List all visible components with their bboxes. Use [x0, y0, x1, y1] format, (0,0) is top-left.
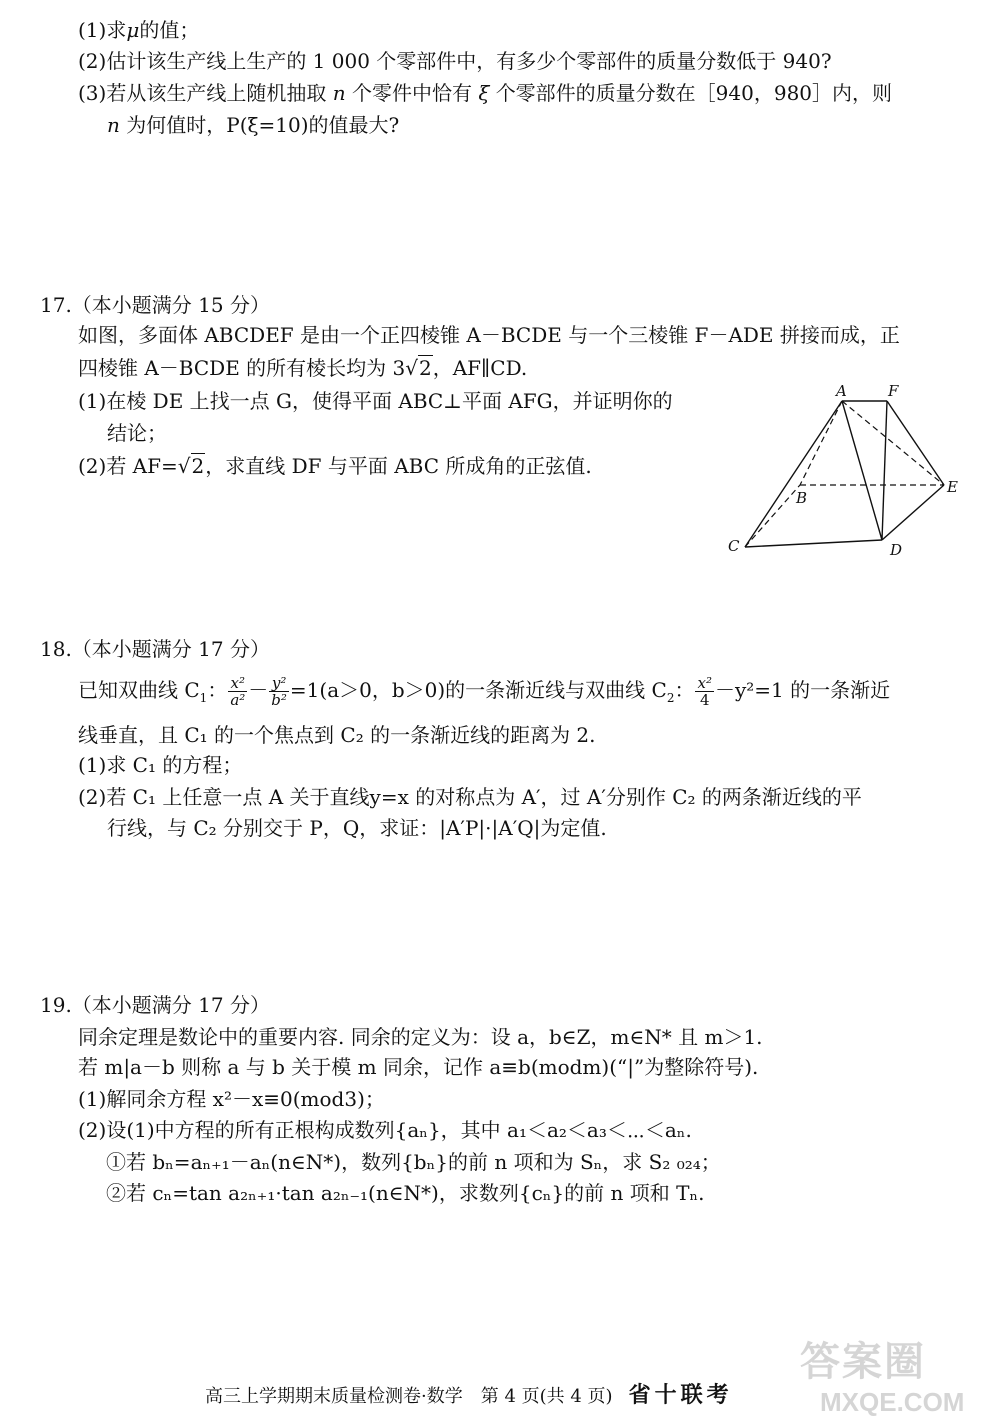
label-f: F: [888, 382, 899, 400]
edge-ac: [745, 401, 842, 547]
edge-de: [882, 485, 944, 540]
edge-fd: [882, 401, 887, 540]
q16-part2: (2)估计该生产线上生产的 1 000 个零部件中，有多少个零部件的质量分数低于 940?: [78, 49, 832, 73]
footer-brand: 省十联考: [628, 1382, 733, 1408]
edge-ad: [842, 401, 882, 540]
edge-ae: [842, 401, 944, 485]
q17-part1-cont: 结论；: [107, 421, 167, 445]
q18-header: 18.（本小题满分 17 分）: [40, 637, 270, 661]
edge-cb: [745, 485, 800, 547]
q17-intro-1: 如图，多面体 ABCDEF 是由一个正四棱锥 A－BCDE 与一个三棱锥 F－ADE 拼接而成，正: [78, 323, 900, 347]
label-b: B: [796, 489, 808, 507]
q19-header: 19.（本小题满分 17 分）: [40, 993, 270, 1017]
label-e: E: [947, 478, 958, 496]
page-footer: [205, 1382, 733, 1410]
q16-part1: (1)求μ的值；: [78, 18, 200, 42]
q19-line2: 若 m|a－b 则称 a 与 b 关于模 m 同余，记作 a≡b(modm)(“|”为整除符号).: [78, 1055, 759, 1079]
q17-part2: (2)若 AF=√2，求直线 DF 与平面 ABC 所成角的正弦值.: [78, 454, 592, 478]
q18-part2: (2)若 C₁ 上任意一点 A 关于直线y=x 的对称点为 A′，过 A′分别作 C₂ 的两条渐近线的平: [78, 785, 862, 809]
edge-fe: [887, 401, 944, 485]
q19-part2: (2)设(1)中方程的所有正根构成数列{aₙ}，其中 a₁＜a₂＜a₃＜⋯＜aₙ.: [78, 1118, 692, 1142]
q19-line1: 同余定理是数论中的重要内容. 同余的定义为：设 a，b∈Z，m∈N* 且 m＞1.: [78, 1025, 763, 1049]
q19-sub2: ②若 cₙ=tan a₂ₙ₊₁·tan a₂ₙ₋₁(n∈N*)，求数列{cₙ}的前 n 项和 Tₙ.: [106, 1181, 705, 1205]
watermark-logo: 答案圈 MXQE.COM: [800, 1338, 965, 1417]
q19-part1: (1)解同余方程 x²－x≡0(mod3)；: [78, 1087, 385, 1111]
label-c: C: [728, 537, 740, 555]
q16-part3: (3)若从该生产线上随机抽取 n 个零件中恰有 ξ 个零部件的质量分数在［940，980］内，则: [78, 81, 893, 105]
q17-part1: (1)在棱 DE 上找一点 G，使得平面 ABC⊥平面 AFG，并证明你的: [78, 389, 673, 413]
q19-sub1: ①若 bₙ=aₙ₊₁－aₙ(n∈N*)，数列{bₙ}的前 n 项和为 Sₙ，求 S₂ ₀₂₄；: [106, 1150, 721, 1174]
q18-line2: 线垂直，且 C₁ 的一个焦点到 C₂ 的一条渐近线的距离为 2.: [78, 723, 596, 747]
q17-intro-2: 四棱锥 A－BCDE 的所有棱长均为 3√2，AF∥CD.: [78, 356, 528, 380]
footer-text: 高三上学期期末质量检测卷·数学 第 4 页(共 4 页): [205, 1386, 613, 1407]
q18-part2-cont: 行线，与 C₂ 分别交于 P，Q，求证：|A′P|·|A′Q|为定值.: [107, 816, 607, 840]
polyhedron-figure: [722, 380, 972, 560]
edge-cd: [745, 540, 882, 547]
q18-part1: (1)求 C₁ 的方程；: [78, 753, 243, 777]
q17-header: 17.（本小题满分 15 分）: [40, 293, 270, 317]
q18-line1: 已知双曲线 $C_1$： $\frac{\text{x²}}{\text{a²}}$ － $\frac{\text{y²}}{\text{b²}}$ =1(a＞0，b＞0)的一条渐近线与双曲线 $C_2$： $\frac{\text{x²}}{4}$ －y²=1 的一条渐近: [78, 674, 891, 709]
label-a: A: [836, 382, 847, 400]
edge-ab: [800, 401, 842, 485]
label-d: D: [890, 541, 903, 559]
q16-part3-cont: n 为何值时，P(ξ=10)的值最大?: [107, 113, 400, 137]
